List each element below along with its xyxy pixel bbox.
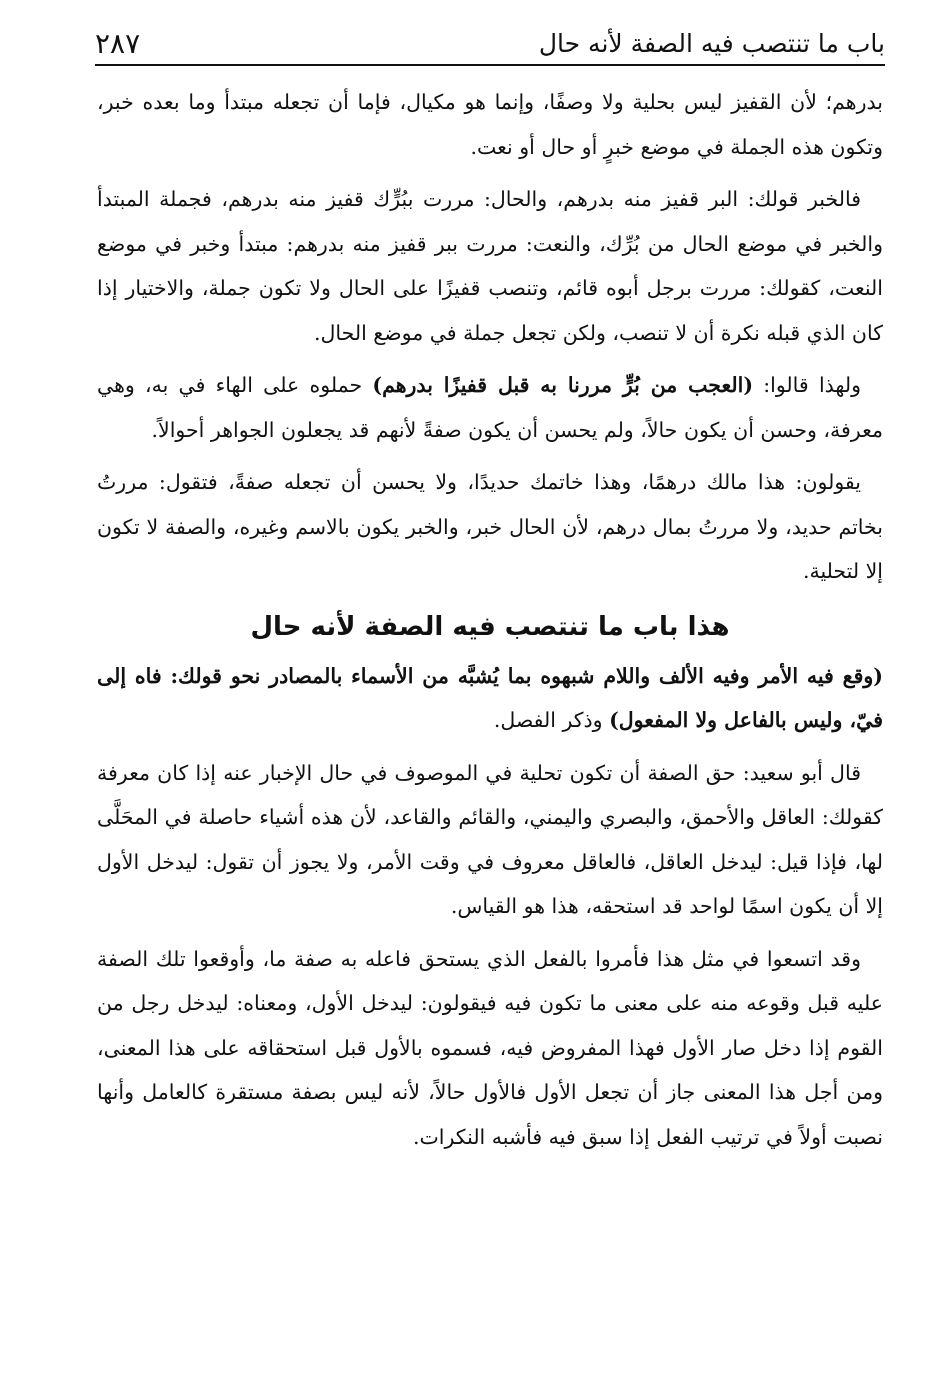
section-intro-note: وذكر الفصل. xyxy=(493,708,610,732)
quoted-example: (العجب من بُرٍّ مررنا به قبل قفيزًا بدرهم) xyxy=(372,373,754,397)
paragraph-1: بدرهم؛ لأن القفيز ليس بحلية ولا وصفًا، وإنما هو مكيال، فإما أن تجعله مبتدأ وما بعده خبر، وتكون هذه الجملة في موضع خبرٍ أو حال أو نعت. xyxy=(97,90,883,159)
paragraph-5: قال أبو سعيد: حق الصفة أن تكون تحلية في الموصوف في حال الإخبار عنه إذا كان معرفة كقولك: العاقل والأحمق، والبصري واليمني، والقائم والقاعد، لأن هذه أشياء حاصلة في المحَلَّى لها، فإذا قيل: ليدخل العاقل، فالعاقل معروف في وقت الأمر، ولا يجوز أن تقول: ليدخل الأول إلا أن يكون اسمًا لواحد قد استحقه، هذا هو القياس. xyxy=(97,760,883,918)
running-title: باب ما تنتصب فيه الصفة لأنه حال xyxy=(538,28,885,58)
paragraph-3-rest: حملوه على الهاء في به، وهي معرفة، وحسن أن يكون حالاً، ولم يحسن أن يكون صفةً لأنهم قد يجعلون الجواهر أحوالاً. xyxy=(97,373,883,442)
section-intro-quote: (وقع فيه الأمر وفيه الألف واللام شبهوه بما يُشبَّه من الأسماء بالمصادر نحو قولك: فاه إلى فيّ، وليس بالفاعل ولا المفعول) xyxy=(97,663,883,732)
page-body xyxy=(97,80,883,1167)
paragraph-4: يقولون: هذا مالك درهمًا، وهذا خاتمك حديدًا، ولا يحسن أن تجعله صفةً، فتقول: مررتُ بخاتم حديد، ولا مررتُ بمال درهم، لأن الحال خبر، والخبر يكون بالاسم وغيره، والصفة لا تكون إلا لتحلية. xyxy=(97,470,883,583)
paragraph-3-lead: ولهذا قالوا: xyxy=(753,373,861,397)
header-divider xyxy=(95,64,885,66)
paragraph-6: وقد اتسعوا في مثل هذا فأمروا بالفعل الذي يستحق فاعله به صفة ما، وأوقعوا تلك الصفة عليه قبل وقوعه منه على معنى ما تكون فيه فيقولون: ليدخل الأول، ومعناه: ليدخل رجل من القوم إذا دخل صار الأول فهذا المفروض فيه، فسموه بالأول قبل استحقاقه على هذا المعنى، ومن أجل هذا المعنى جاز أن تجعل الأول فالأول حالاً، لأنه ليس بصفة مستقرة كالعامل وأنها نصبت أولاً في ترتيب الفعل إذا سبق فيه فأشبه النكرات. xyxy=(97,946,883,1149)
page-number: ٢٨٧ xyxy=(95,26,141,60)
paragraph-2: فالخبر قولك: البر قفيز منه بدرهم، والحال: مررت ببُرٍّك قفيز منه بدرهم، فجملة المبتدأ والخبر في موضع الحال من بُرِّك، والنعت: مررت ببر قفيز منه بدرهم: مبتدأ وخبر في موضع النعت، كقولك: مررت برجل أبوه قائم، وتنصب قفيزًا على الحال ولا تكون جملة، والاختيار إذا كان الذي قبله نكرة أن لا تنصب، ولكن تجعل جملة في موضع الحال. xyxy=(97,187,883,345)
page-header xyxy=(95,22,885,64)
section-intro xyxy=(97,654,883,743)
paragraph-3 xyxy=(97,363,883,452)
section-heading: هذا باب ما تنتصب فيه الصفة لأنه حال xyxy=(250,611,730,642)
